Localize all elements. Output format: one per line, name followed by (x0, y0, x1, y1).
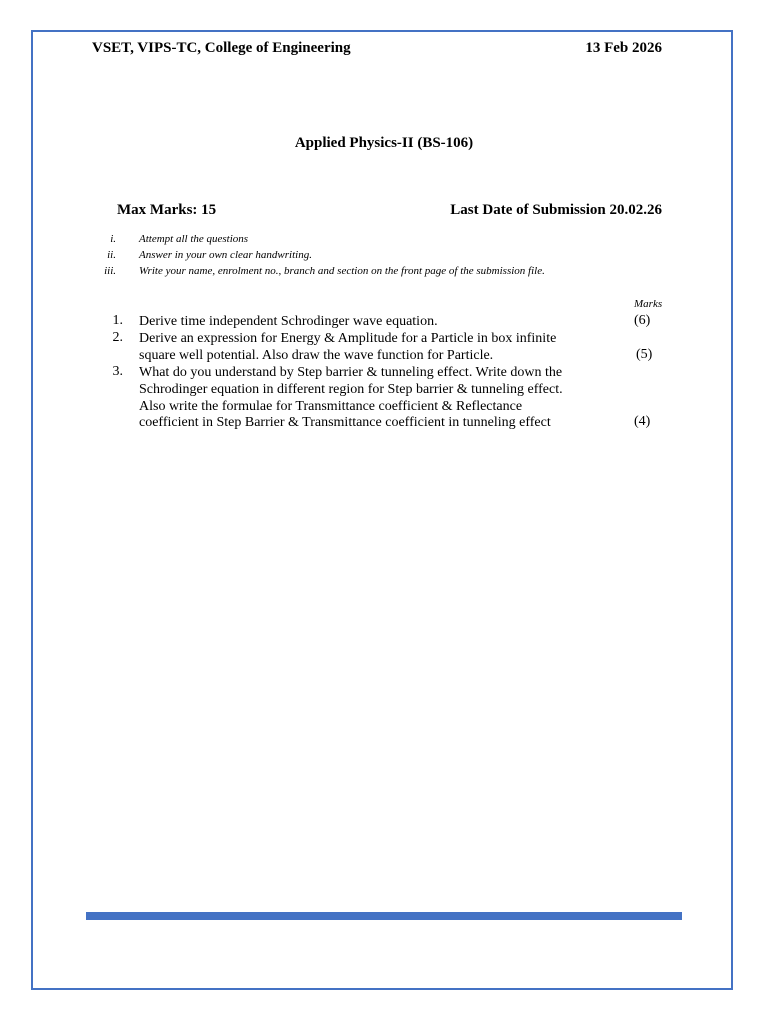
question-text-line: square well potential. Also draw the wave function for Particle. (139, 348, 494, 363)
question-text-line: coefficient in Step Barrier & Transmittance coefficient in tunneling effect (139, 415, 551, 430)
question-number: 3. (112, 364, 123, 379)
question-text-line: Schrodinger equation in different region for Step barrier & tunneling effect. (139, 382, 563, 397)
instruction-text: Answer in your own clear handwriting. (139, 249, 312, 261)
marks-column-heading: Marks (634, 298, 663, 310)
question-text-line: What do you understand by Step barrier & tunneling effect. Write down the (139, 365, 563, 380)
exam-date: 13 Feb 2026 (585, 40, 662, 56)
question-marks: (4) (634, 414, 651, 429)
question-text-line: Derive an expression for Energy & Amplitude for a Particle in box infinite (139, 331, 557, 346)
instruction-number: ii. (107, 249, 116, 261)
page-border (31, 30, 733, 990)
question-text-line: Derive time independent Schrodinger wave equation. (139, 314, 438, 329)
max-marks: Max Marks: 15 (117, 202, 217, 218)
instruction-text: Attempt all the questions (139, 233, 249, 245)
subject-title: Applied Physics-II (BS-106) (294, 135, 474, 151)
instruction-text: Write your name, enrolment no., branch and section on the front page of the submission file. (139, 265, 545, 277)
question-text-line: Also write the formulae for Transmittance coefficient & Reflectance (139, 399, 523, 414)
question-marks: (6) (634, 313, 651, 328)
footer-rule (86, 912, 682, 920)
question-marks: (5) (636, 347, 653, 362)
instruction-number: iii. (104, 265, 116, 277)
instruction-number: i. (110, 233, 116, 245)
college-name: VSET, VIPS-TC, College of Engineering (92, 40, 351, 56)
question-number: 2. (112, 330, 123, 345)
last-date-of-submission: Last Date of Submission 20.02.26 (450, 202, 662, 218)
question-number: 1. (112, 313, 123, 328)
